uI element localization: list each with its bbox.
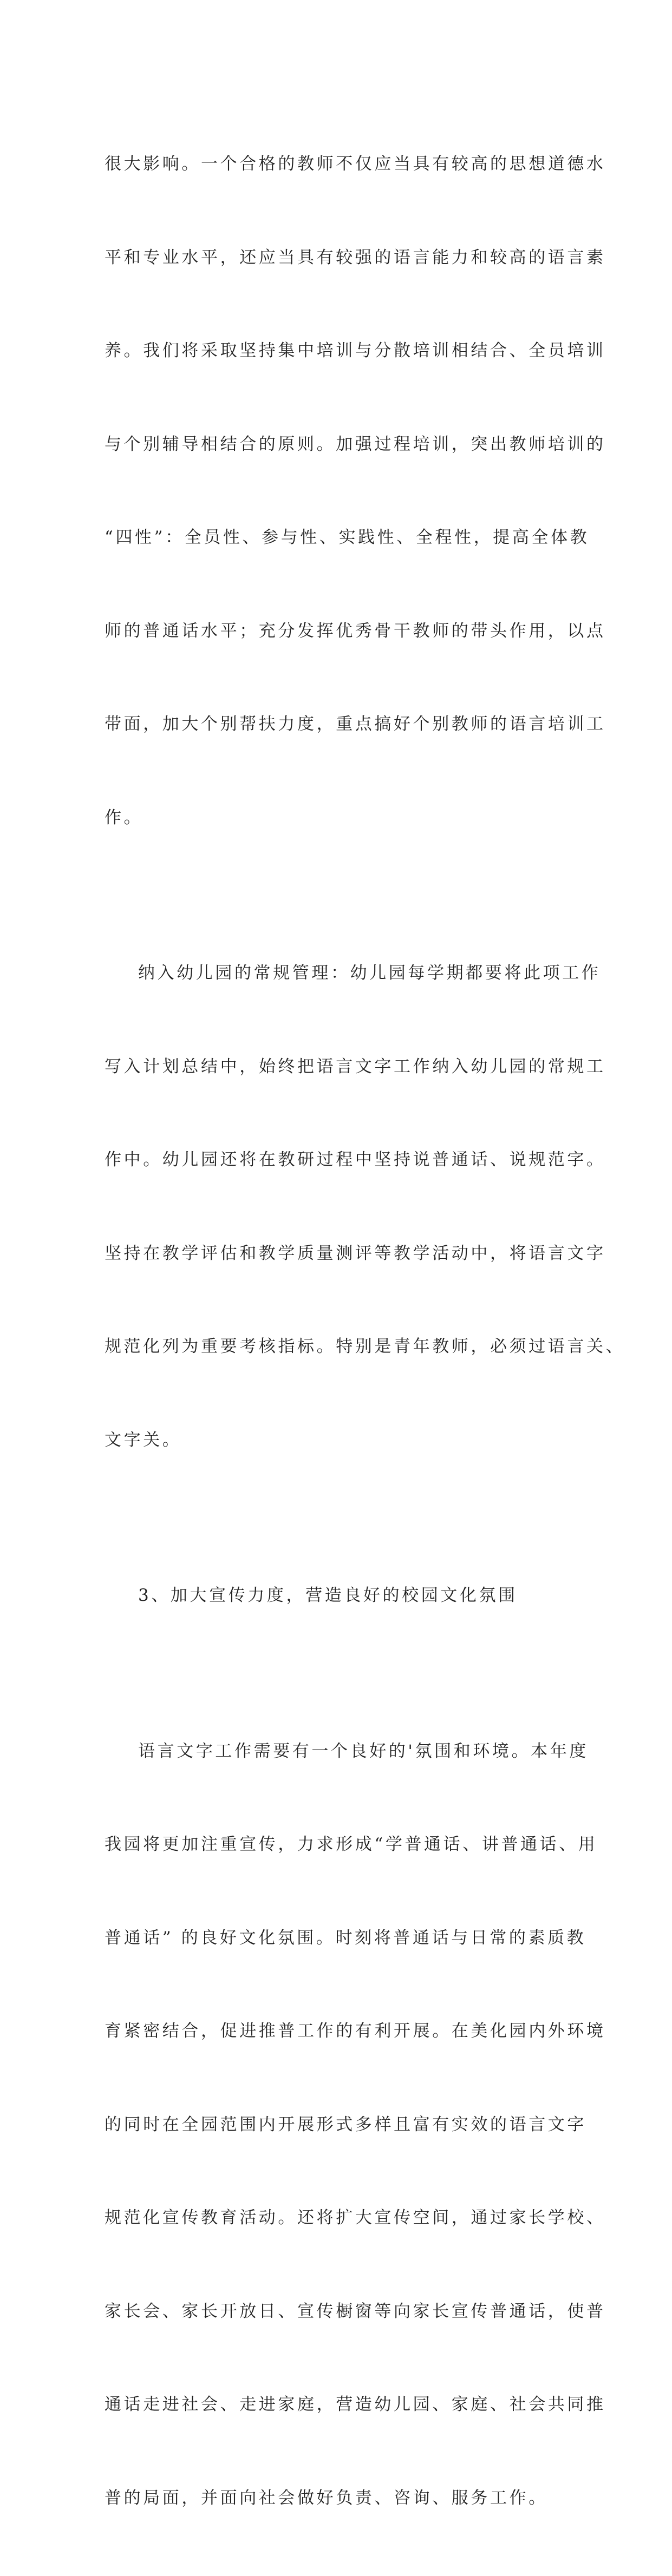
- text-line: 规范化列为重要考核指标。特别是青年教师，必须过语言关、: [105, 1331, 581, 1363]
- paragraph-routine-management: [105, 896, 581, 1518]
- text-line: 与个别辅导相结合的原则。加强过程培训，突出教师培训的: [105, 429, 581, 461]
- text-line: 纳入幼儿园的常规管理：幼儿园每学期都要将此项工作: [105, 958, 581, 989]
- text-line: 作。: [105, 803, 581, 834]
- text-line: 规范化宣传教育活动。还将扩大宣传空间，通过家长学校、: [105, 2203, 581, 2234]
- text-line: 通话走进社会、走进家庭，营造幼儿园、家庭、社会共同推: [105, 2389, 581, 2421]
- document-page: [0, 0, 672, 949]
- text-line: 写入计划总结中，始终把语言文字工作纳入幼儿园的常规工: [105, 1052, 581, 1083]
- text-line: 师的普通话水平；充分发挥优秀骨干教师的带头作用，以点: [105, 616, 581, 647]
- text-line: 的同时在全园范围内开展形式多样且富有实效的语言文字: [105, 2110, 581, 2141]
- text-line: 语言文字工作需要有一个良好的'氛围和环境。本年度: [105, 1736, 581, 1767]
- section-heading: [105, 1518, 581, 1674]
- document-body: [105, 87, 581, 2576]
- text-line: 我园将更加注重宣传，力求形成“学普通话、讲普通话、用: [105, 1829, 581, 1861]
- text-line: “四性”：全员性、参与性、实践性、全程性，提高全体教: [105, 522, 581, 554]
- text-line: 坚持在教学评估和教学质量测评等教学活动中，将语言文字: [105, 1238, 581, 1270]
- text-line: 平和专业水平，还应当具有较强的语言能力和较高的语言素: [105, 242, 581, 274]
- text-line: 带面，加大个别帮扶力度，重点搞好个别教师的语言培训工: [105, 709, 581, 740]
- text-line: 家长会、家长开放日、宣传橱窗等向家长宣传普通话，使普: [105, 2296, 581, 2328]
- text-line: 普通话” 的良好文化氛围。时刻将普通话与日常的素质教: [105, 1923, 581, 1954]
- text-line: 普的局面，并面向社会做好负责、咨询、服务工作。: [105, 2483, 581, 2514]
- paragraph-publicity: [105, 1674, 581, 2576]
- text-line: 很大影响。一个合格的教师不仅应当具有较高的思想道德水: [105, 149, 581, 180]
- text-line: 文字关。: [105, 1425, 581, 1456]
- text-line: 育紧密结合，促进推普工作的有利开展。在美化园内外环境: [105, 2016, 581, 2047]
- heading-text: 3、加大宣传力度，营造良好的校园文化氛围: [105, 1580, 581, 1612]
- text-line: 作中。幼儿园还将在教研过程中坚持说普通话、说规范字。: [105, 1145, 581, 1176]
- paragraph-teacher-training: [105, 87, 581, 896]
- text-line: 养。我们将采取坚持集中培训与分散培训相结合、全员培训: [105, 336, 581, 367]
